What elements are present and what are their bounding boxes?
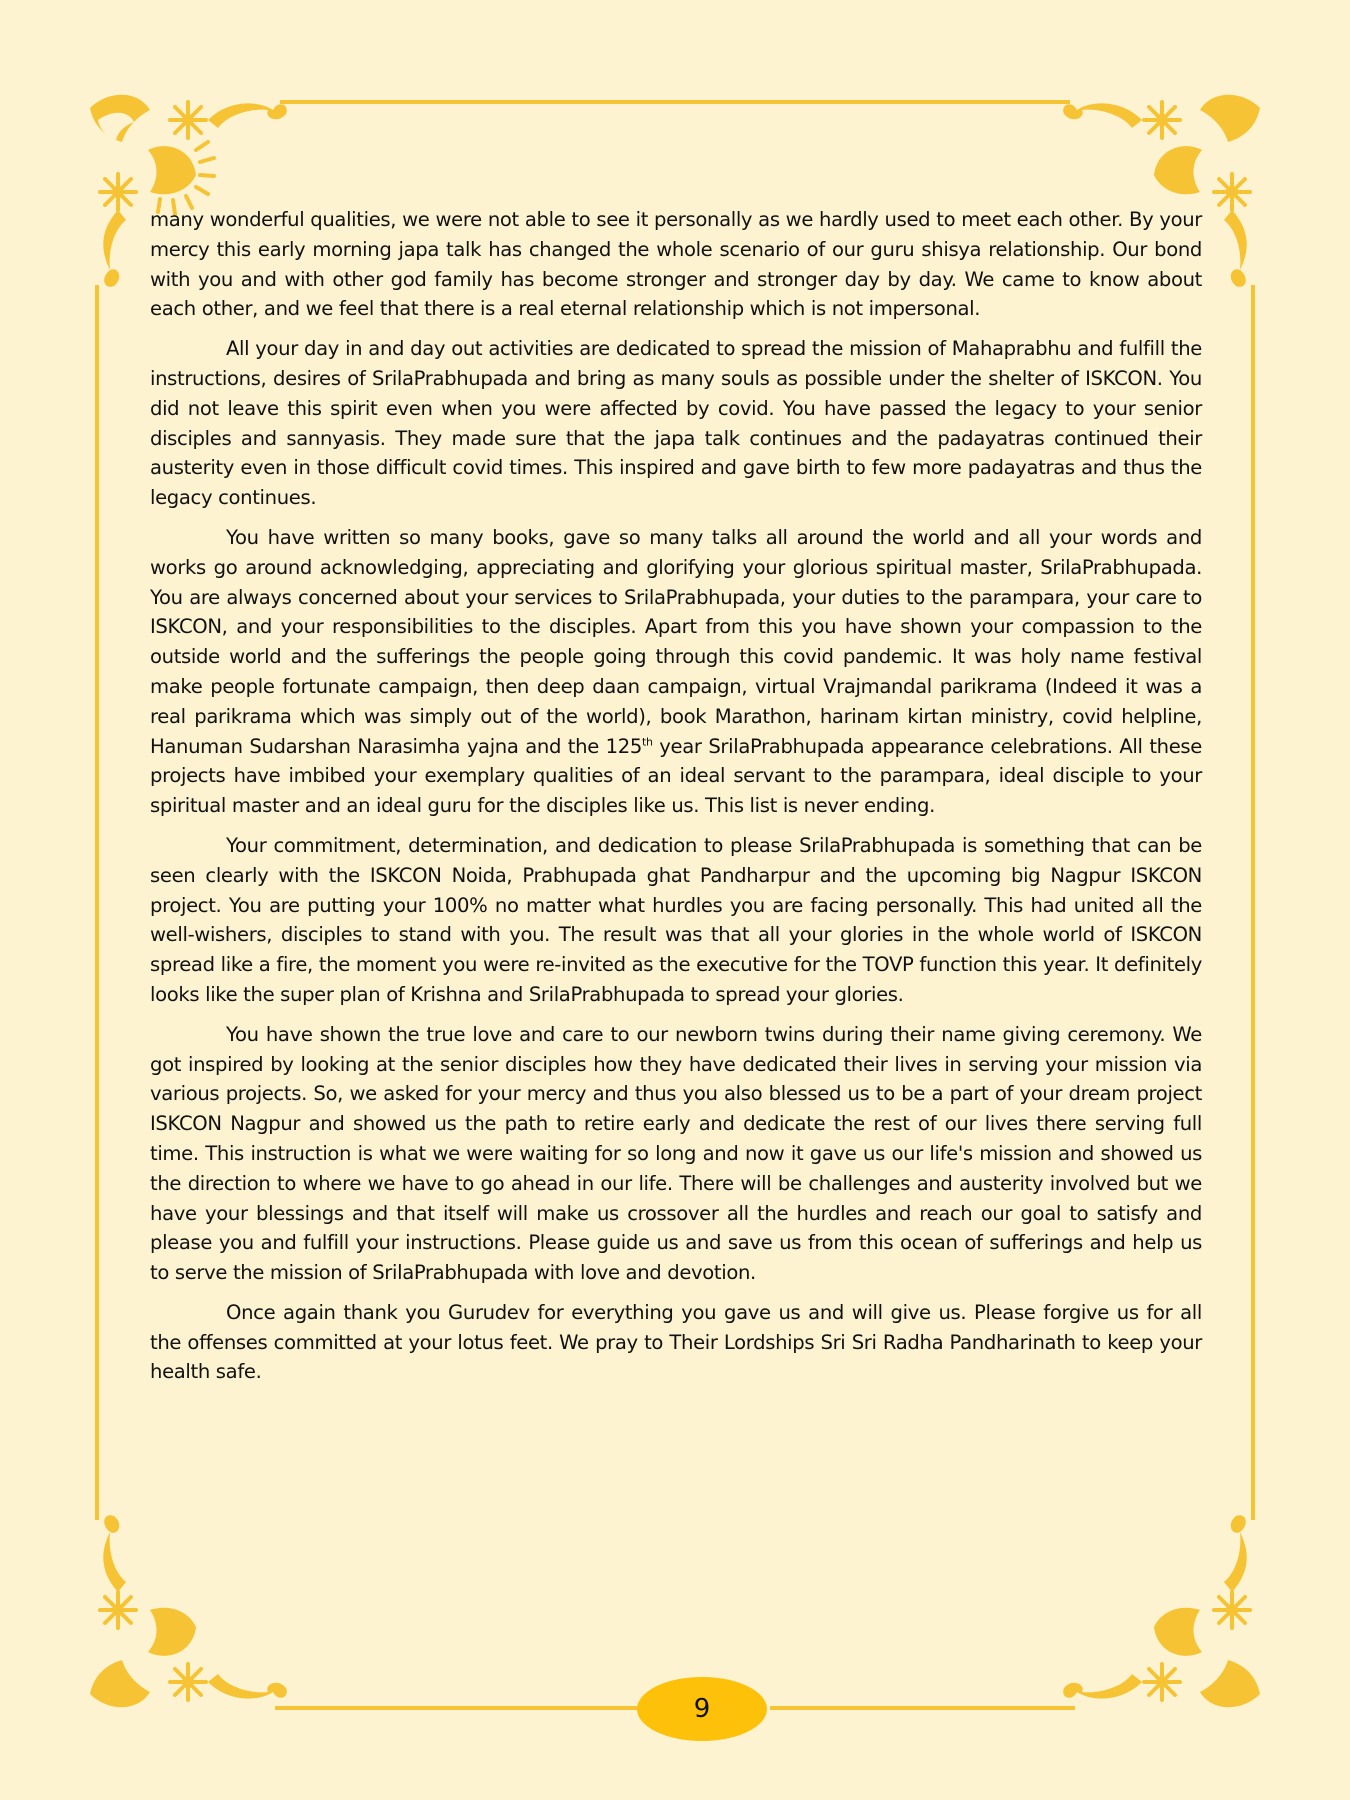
floral-corner-icon — [1062, 1512, 1272, 1722]
letter-body — [150, 205, 1202, 1397]
paragraph-text: You have written so many books, gave so many talks all around the world and all your words and works go around acknowledging, appreciating and glorifying your glorious spiritual master, SrilaPrabhupada. You are always concerned about your services to SrilaPrabhupada, your duties to the parampara, your care to ISKCON, and your responsibilities to the disciples. Apart from this you have shown your compassion to the outside world and the sufferings the people going through this covid pandemic. It was holy name festival make people fortunate campaign, then deep daan campaign, virtual Vrajmandal parikrama (Indeed it was a real parikrama which was simply out of the world), book Marathon, harinam kirtan ministry, covid helpline, Hanuman Sudarshan Narasimha yajna and the 125 — [150, 525, 1202, 758]
top-border-line — [280, 100, 1070, 104]
floral-corner-icon — [78, 1512, 288, 1722]
bottom-border-line-right — [770, 1706, 1075, 1710]
paragraph: All your day in and day out activities are dedicated to spread the mission of Mahaprabhu and fulfill the instructions, desires of SrilaPrabhupada and bring as many souls as possible under the shelter of ISKCON. You did not leave this spirit even when you were affected by covid. You have passed the legacy to your senior disciples and sannyasis. They made sure that the japa talk continues and the padayatras continued their austerity even in those difficult covid times. This inspired and gave birth to few more padayatras and thus the legacy continues. — [150, 337, 1202, 510]
paragraph: many wonderful qualities, we were not able to see it personally as we hardly used to meet each other. By your mercy this early morning japa talk has changed the whole scenario of our guru shisya relationship. Our bond with you and with other god family has become stronger and stronger day by day. We came to know about each other, and we feel that there is a real eternal relationship which is not impersonal. — [150, 208, 1202, 321]
paragraph — [150, 523, 1202, 821]
paragraph: Your commitment, determination, and dedication to please SrilaPrabhupada is something that can be seen clearly with the ISKCON Noida, Prabhupada ghat Pandharpur and the upcoming big Nagpur ISKCON project. You are putting your 100% no matter what hurdles you are facing personally. This had united all the well-wishers, disciples to stand with you. The result was that all your glories in the whole world of ISKCON spread like a fire, the moment you were re-invited as the executive for the TOVP function this year. It definitely looks like the super plan of Krishna and SrilaPrabhupada to spread your glories. — [150, 833, 1202, 1006]
page-number-badge — [637, 1677, 767, 1741]
paragraph-text: year SrilaPrabhupada appearance celebrations. All these projects have imbibed your exemplary qualities of an ideal servant to the parampara, ideal disciple to your spiritual master and an ideal guru for the disciples like us. This list is never ending. — [150, 734, 1202, 818]
ordinal-suffix: th — [641, 735, 653, 749]
paragraph: You have shown the true love and care to our newborn twins during their name giving ceremony. We got inspired by looking at the senior disciples how they have dedicated their lives in serving your mission via various projects. So, we asked for your mercy and thus you also blessed us to be a part of your dream project ISKCON Nagpur and showed us the path to retire early and dedicate the rest of our lives there serving full time. This instruction is what we were waiting for so long and now it gave us our life's mission and showed us the direction to where we have to go ahead in our life. There will be challenges and austerity involved but we have your blessings and that itself will make us crossover all the hurdles and reach our goal to satisfy and please you and fulfill your instructions. Please guide us and save us from this ocean of sufferings and help us to serve the mission of SrilaPrabhupada with love and devotion. — [150, 1022, 1202, 1285]
right-border-line — [1251, 285, 1255, 1520]
bottom-border-line-left — [275, 1706, 640, 1710]
paragraph: Once again thank you Gurudev for everything you gave us and will give us. Please forgive us for all the offenses committed at your lotus feet. We pray to Their Lordships Sri Sri Radha Pandharinath to keep your health safe. — [150, 1300, 1202, 1384]
page-number: 9 — [693, 1694, 711, 1724]
left-border-line — [95, 285, 99, 1520]
